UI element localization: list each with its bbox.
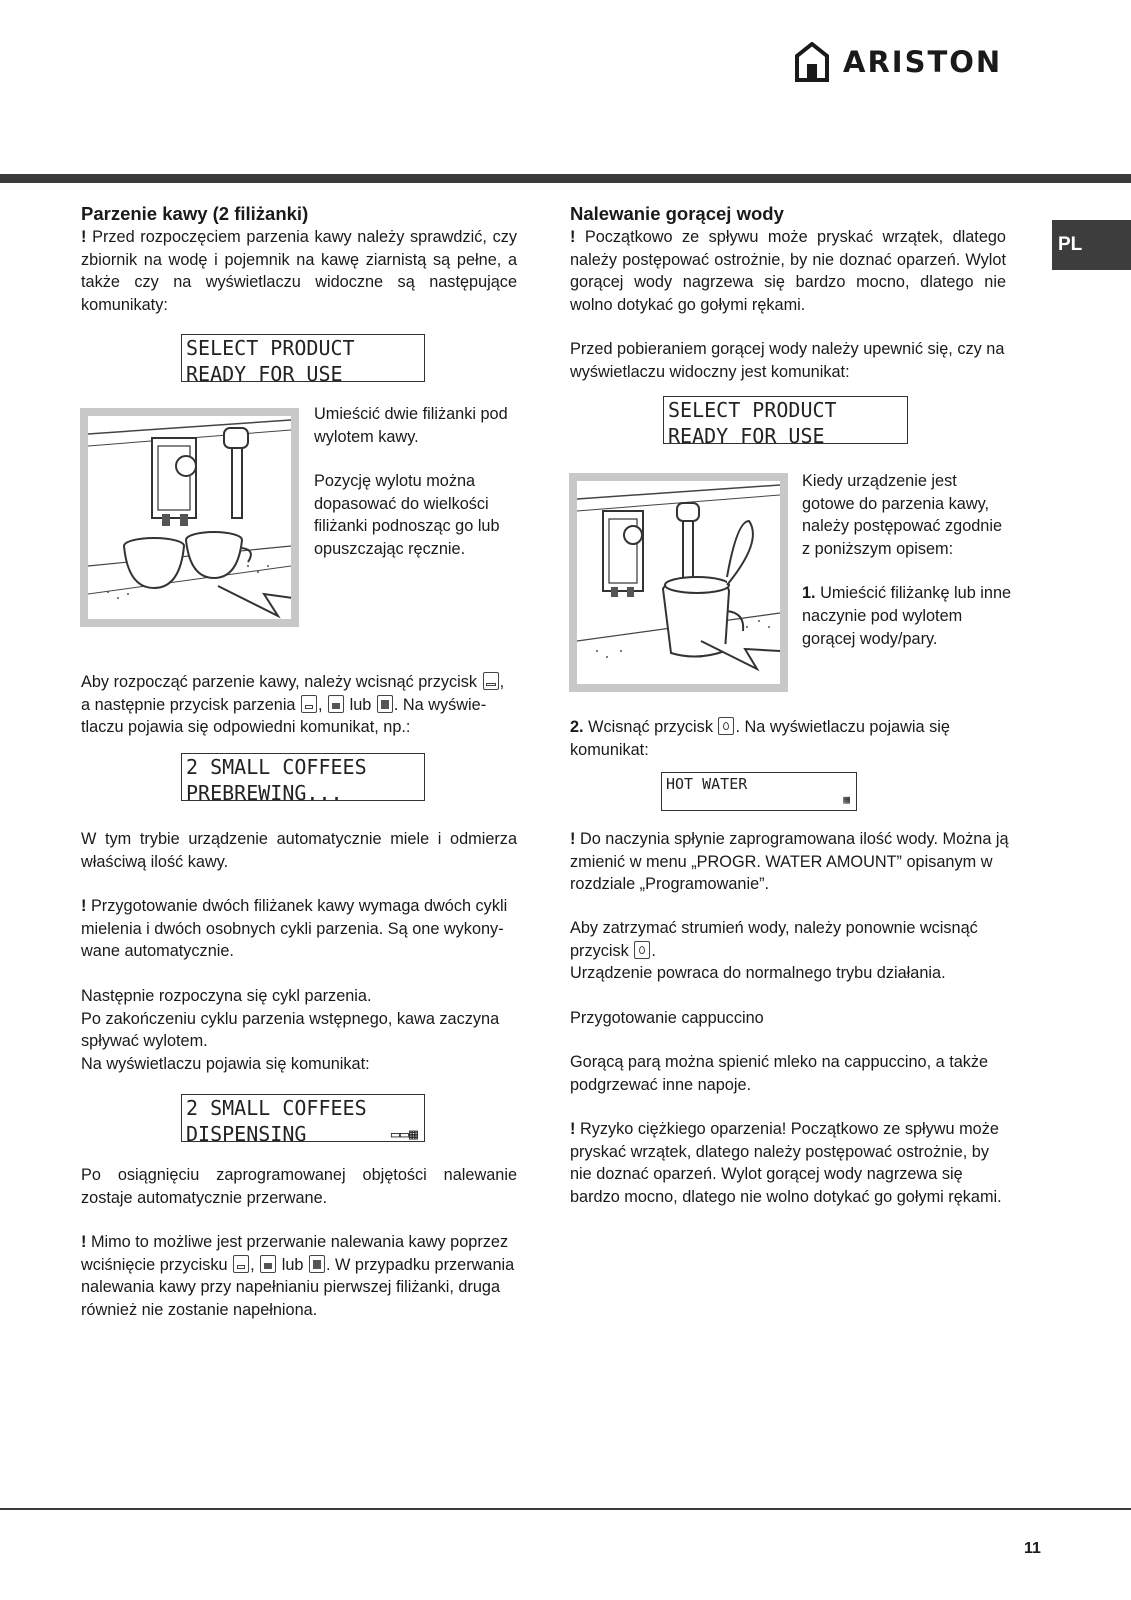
lcd-line-1: HOT WATER: [666, 775, 748, 793]
step-2: [570, 716, 1010, 761]
right-warning: [570, 226, 1006, 316]
two-cups-illustration: [80, 408, 299, 627]
hot-water-button-icon: [634, 941, 650, 959]
large-coffee-button-icon: [377, 695, 393, 713]
lcd-line-2: READY FOR USE: [668, 424, 825, 448]
water-amount-paragraph: [570, 828, 1010, 896]
warning-mark: !: [570, 228, 576, 246]
lcd-line-2: READY FOR USE: [186, 362, 343, 386]
comma: ,: [499, 673, 505, 691]
small-coffee-button-icon: [301, 695, 317, 713]
stop-water-paragraph: [570, 917, 1010, 985]
header-bar: [0, 174, 1131, 183]
brand-name: ARISTON: [843, 45, 1003, 79]
step-2-text-1: Wcisnąć przycisk: [583, 718, 718, 736]
warning-mark: !: [570, 830, 576, 848]
start-brew-text-4: tlaczu pojawia się odpowiedni komunikat, np.:: [81, 718, 411, 737]
display-msg-line: Na wyświetlaczu pojawia się komunikat:: [81, 1054, 370, 1073]
warning-mark: !: [81, 228, 87, 246]
grind-paragraph: W tym trybie urządzenie automatycznie miele i odmierza właściwą ilość kawy.: [81, 830, 517, 871]
lcd-line-1: 2 SMALL COFFEES: [186, 755, 367, 779]
house-logo-icon: [795, 42, 829, 82]
right-section-title: Nalewanie gorącej wody: [570, 203, 784, 224]
ready-instructions-text: Kiedy urządzenie jest gotowe do parzenia kawy, należy postępować zgodnie z poniższym opisem:: [802, 472, 1003, 558]
adjust-spout-text: Pozycję wylotu można dopasować do wielkości filiżanki podnosząc go lub opuszczając ręcznie.: [314, 472, 500, 558]
interrupt-text-1: Mimo to możliwe jest przerwanie nalewania kawy poprzez wciśnięcie przycisku: [81, 1233, 509, 1274]
large-coffee-button-icon: [309, 1255, 325, 1273]
lcd-display-dispensing: [181, 1094, 425, 1146]
left-section-title: Parzenie kawy (2 filiżanki): [81, 203, 309, 224]
hot-water-button-icon: [718, 717, 734, 735]
lcd-display-ready: [181, 334, 425, 386]
cappuccino-title: Przygotowanie cappuccino: [570, 1009, 764, 1027]
intro-text: Przed rozpoczęciem parzenia kawy należy sprawdzić, czy zbiornik na wodę i pojemnik na kawę ziarnistą są pełne, a także czy na wyświetlaczu widoczne są następujące komunikaty:: [81, 228, 517, 314]
lcd-line-2-row: [186, 1121, 424, 1147]
lcd-line-1: 2 SMALL COFFEES: [186, 1096, 367, 1120]
lcd-hot-water-indicator: ▦: [843, 793, 850, 806]
start-brew-paragraph: [81, 671, 521, 739]
step-1-number: 1.: [802, 584, 816, 603]
small-coffee-button-icon: [233, 1255, 249, 1273]
medium-coffee-button-icon: [328, 695, 344, 713]
interrupt-text-2: . W przypadku przerwania nalewania kawy przy napełnianiu pierwszej filiżanki, druga również nie zostanie napełniona.: [81, 1255, 515, 1319]
lcd-line-1: SELECT PRODUCT: [186, 336, 355, 360]
comma: ,: [250, 1255, 260, 1274]
step-2-text-2: . Na wyświetlaczu pojawia się komunikat:: [570, 718, 950, 759]
right-figure-caption: [802, 470, 1012, 650]
two-cycles-paragraph: [81, 895, 521, 963]
lcd-line-2: PREBREWING...: [186, 781, 343, 805]
coffee-machine-jug-drawing: [577, 481, 780, 684]
lcd-line-2: DISPENSING: [186, 1122, 307, 1146]
start-brew-text-2: a następnie przycisk parzenia: [81, 695, 301, 714]
burn-risk-paragraph: [570, 1118, 1010, 1208]
step-2-number: 2.: [570, 718, 584, 736]
interrupt-paragraph: [81, 1231, 521, 1321]
before-hot-water-paragraph: Przed pobieraniem gorącej wody należy upewnić się, czy na wyświetlaczu widoczny jest komunikat:: [570, 340, 1005, 381]
left-intro: [81, 226, 517, 316]
warning-mark: !: [81, 897, 87, 915]
auto-stop-paragraph: Po osiągnięciu zaprogramowanej objętości nalewanie zostaje automatycznie przerwane.: [81, 1166, 517, 1207]
place-cups-text: Umieścić dwie filiżanki pod wylotem kawy.: [314, 405, 508, 446]
burn-risk-text: Ryzyko ciężkiego oparzenia! Początkowo ze spływu może pryskać wrzątek, dlatego należy postępować ostrożnie, by nie doznać oparzeń. Wylot gorącej wody nagrzewa się bardzo mocno, dlatego nie wolno dotykać go gołymi rękami.: [570, 1120, 1002, 1206]
or-text: lub: [277, 1255, 308, 1274]
lcd-dispense-indicator: ▭▭▦: [390, 1125, 418, 1143]
cappuccino-text: Gorącą parą można spienić mleko na cappuccino, a także podgrzewać inne napoje.: [570, 1053, 989, 1094]
lcd-line-1: SELECT PRODUCT: [668, 398, 837, 422]
left-figure-caption: [314, 403, 514, 561]
start-brew-text: Aby rozpocząć parzenie kawy, należy wcisnąć przycisk: [81, 673, 482, 691]
normal-mode-text: Urządzenie powraca do normalnego trybu działania.: [570, 964, 946, 983]
ariston-logo: [795, 40, 1035, 84]
two-cups-button-icon: [483, 672, 499, 690]
brewing-cycle-paragraph: [81, 985, 521, 1075]
hot-water-illustration: [569, 473, 788, 692]
language-tab: PL: [1052, 220, 1131, 270]
start-brew-text-3: . Na wyświe-: [393, 695, 487, 714]
water-amount-text: Do naczynia spłynie zaprogramowana ilość wody. Można ją zmienić w menu „PROGR. WATER AMOUNT” opisanym w rozdziale „Programowanie”.: [570, 830, 1009, 894]
brew-start-line: Następnie rozpoczyna się cykl parzenia.: [81, 987, 372, 1005]
warning-mark: !: [570, 1120, 576, 1138]
comma: ,: [318, 695, 328, 714]
lcd-display-hot-water: [661, 772, 857, 811]
lcd-display-ready-right: [663, 396, 908, 448]
step-1-text: Umieścić filiżankę lub inne naczynie pod wylotem gorącej wody/pary.: [802, 584, 1012, 648]
warning-text: Początkowo ze spływu może pryskać wrzątek, dlatego należy postępować ostrożnie, by nie doznać oparzeń. Wylot gorącej wody nagrzewa się bardzo mocno, dlatego nie wolno dotykać go gołymi rękami.: [570, 228, 1006, 314]
prebrew-end-line: Po zakończeniu cyklu parzenia wstępnego, kawa zaczyna spływać wylotem.: [81, 1009, 500, 1051]
lcd-display-prebrewing: [181, 753, 425, 805]
medium-coffee-button-icon: [260, 1255, 276, 1273]
stop-water-text: Aby zatrzymać strumień wody, należy ponownie wcisnąć przycisk: [570, 919, 978, 960]
footer-rule: [0, 1508, 1131, 1510]
two-cycles-text: Przygotowanie dwóch filiżanek kawy wymaga dwóch cykli mielenia i dwóch osobnych cykli parzenia. Są one wykony-wane automatycznie.: [81, 897, 508, 961]
period: .: [651, 941, 656, 960]
warning-mark: !: [81, 1233, 87, 1251]
or-text: lub: [345, 695, 376, 714]
page-number: 11: [1024, 1540, 1041, 1557]
coffee-machine-two-cups-drawing: [88, 416, 291, 619]
step-1: [802, 582, 1012, 650]
